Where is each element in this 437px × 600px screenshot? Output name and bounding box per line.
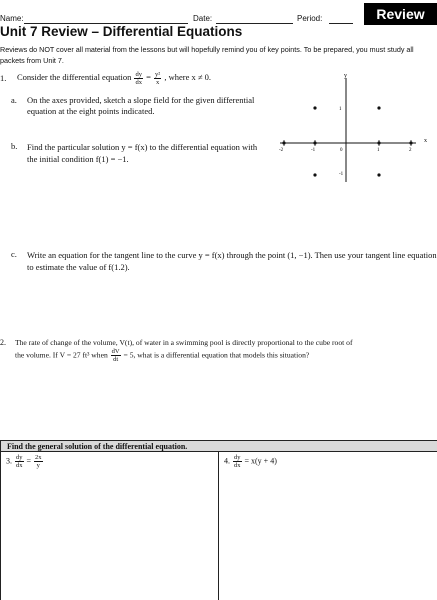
page-title: Unit 7 Review – Differential Equations [0,24,243,39]
slope-field-graph[interactable] [268,72,437,182]
problem-1-derivative [134,71,143,86]
part-c-text: Write an equation for the tangent line to the curve y = f(x) through the point (1, −1). Then use your tangent line equation to estimate the value of f(1.2). [27,250,437,272]
problem-4-rhs: = x(y + 4) [244,456,277,466]
problem-3-eq: = [26,456,32,466]
review-badge [364,3,437,25]
slope-point[interactable] [282,141,285,144]
name-label: Name: [0,14,24,23]
x-axis-label: x [424,138,427,144]
column-divider [218,452,219,600]
problem-3-rhs-num: 2x [35,454,42,461]
problem-2-line-2 [15,348,309,363]
problem-1-frac-num: dy [135,70,142,78]
period-label: Period: [297,14,323,23]
intro-text: Reviews do NOT cover all material from the lessons but will hopefully remind you of key points. To be prepared, you must study all packets from Unit 7. [0,45,414,65]
part-c-label: c. [11,249,17,259]
problem-3-lhs-den: dx [16,462,23,469]
problem-2-frac-den: dt [113,356,119,363]
slope-point[interactable] [409,141,412,144]
problem-2-frac-num: dV [111,348,120,355]
problem-4[interactable] [224,454,277,469]
section-heading [1,441,437,452]
problem-3-lhs-num: dy [16,454,23,461]
x-tick-label: -2 [279,148,284,153]
problem-1-lead: Consider the differential equation [17,72,132,82]
problem-1-rhs-den: x [155,78,160,86]
y-axis-label: y [344,73,347,79]
slope-point[interactable] [313,141,316,144]
part-b-text: Find the particular solution y = f(x) to the differential equation with the initial condition f(1) = −1. [27,142,258,164]
problem-2-derivative [111,348,121,363]
part-a-text: On the axes provided, sketch a slope field for the given differential equation at the eight points indicated. [27,95,255,116]
problem-1-rhs [154,71,161,86]
problem-1-condition: , where x ≠ 0. [164,72,212,82]
problem-4-lhs-num: dy [234,454,241,461]
problem-4-lhs [233,454,242,469]
problem-2-line-2a: the volume. If V = 27 ft³ when [15,350,108,360]
problem-3-rhs [34,454,43,469]
problem-1-number: 1. [0,73,7,83]
answer-table [0,440,437,600]
problem-4-lhs-den: dx [234,462,241,469]
part-b-label: b. [11,141,18,151]
problem-1-frac-den: dx [135,78,142,86]
slope-point[interactable] [313,106,316,109]
y-tick-label: -1 [339,172,344,177]
problem-3-number: 3. [6,456,12,466]
problem-3-lhs [15,454,24,469]
problem-2-line-2b: = 5, what is a differential equation that models this situation? [123,350,310,360]
problem-3[interactable] [6,454,44,469]
slope-point[interactable] [377,141,380,144]
x-tick-label: 0 [340,148,343,153]
x-tick-label: -1 [311,148,316,153]
problem-1-rhs-num: y² [155,70,161,78]
problem-2-line-1: The rate of change of the volume, V(t), of water in a swimming pool is directly proportional to the cube root of [15,338,353,347]
slope-point[interactable] [313,173,316,176]
problem-1-statement [17,69,211,86]
x-tick-label: 2 [409,148,412,153]
y-tick-label: 1 [339,107,342,112]
period-blank[interactable] [329,23,353,24]
problem-4-number: 4. [224,456,230,466]
problem-2-number: 2. [0,338,6,347]
part-a-label: a. [11,95,17,105]
date-label: Date: [193,14,213,23]
slope-point[interactable] [377,106,380,109]
slope-point[interactable] [377,173,380,176]
x-tick-label: 1 [377,148,380,153]
problem-3-rhs-den: y [36,462,40,469]
review-badge-text: Review [376,6,425,22]
problem-1-eq-sign: = [146,72,151,82]
section-heading-text: Find the general solution of the differential equation. [7,442,188,451]
